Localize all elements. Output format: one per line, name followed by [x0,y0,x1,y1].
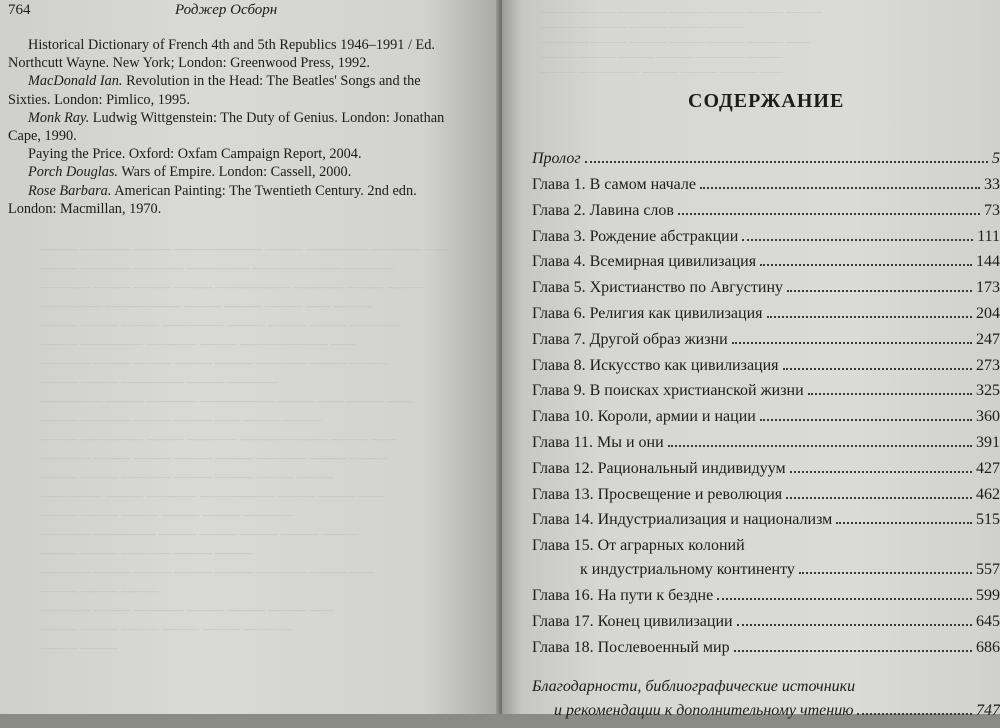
toc-title: СОДЕРЖАНИЕ [688,90,845,112]
bibliography-entry: MacDonald Ian. Revolution in the Head: The Beatles' Songs and the Sixties. London: Pimlico, 1995. [8,73,421,108]
bibliography-list [8,36,456,218]
toc-entry[interactable]: Глава 6. Религия как цивилизация 204 [532,304,1000,322]
toc-entry[interactable]: Глава 5. Христианство по Августину 173 [532,279,1000,297]
table-of-contents [532,150,1000,728]
toc-entry[interactable]: Глава 12. Рациональный индивидуум 427 [532,459,1000,477]
left-page [0,0,500,714]
toc-entry[interactable]: Глава 9. В поисках христианской жизни 325 [532,382,1000,400]
bleed-through-texture: ——— ——— ———— ——— ——— ——— ——— ——— ———— ——— ——— ——— ———— ——— ——— ——— ——— ——— —— ——— ——— ——— ——— ———— ——— ——— ————— ——— ——— ——— —— [540,4,822,78]
toc-entry[interactable]: Глава 16. На пути к бездне 599 [532,586,1000,604]
toc-entry-line1: Благодарности, библиографические источники [532,678,856,696]
toc-page-number: 747 [976,702,1000,720]
toc-entry[interactable]: Пролог 5 [532,150,1000,168]
toc-entry[interactable]: Глава 1. В самом начале 33 [532,175,1000,193]
toc-entry[interactable]: Глава 18. Послевоенный мир 686 [532,638,1000,656]
bibliography-entry: Historical Dictionary of French 4th and 5th Republics 1946–1991 / Ed. Northcutt Wayne. New York; London: Greenwood Press, 1992. [8,37,435,72]
toc-entry-line2: и рекомендации к дополнительному чтению [554,702,854,720]
toc-page-number: 557 [976,561,1000,579]
toc-entry-back-matter[interactable] [532,678,1000,728]
toc-entry[interactable]: Глава 14. Индустриализация и национализм 515 [532,511,1000,529]
toc-entry[interactable]: Глава 8. Искусство как цивилизация 273 [532,356,1000,374]
page-number: 764 [8,2,31,18]
toc-entry[interactable]: Глава 7. Другой образ жизни 247 [532,330,1000,348]
bibliography-entry: Paying the Price. Oxford: Oxfam Campaign Report, 2004. [28,146,362,163]
toc-entry[interactable]: Глава 2. Лавина слов 73 [532,201,1000,219]
toc-entry-two-line[interactable] [532,537,1000,587]
toc-entry-line2: к индустриальному континенту [580,561,795,579]
bleed-through-texture: ——— ———— ——— ——————— ——— ————— ———— —— ——— ———— ———— ————— ——————— ———— ———— ——— ——— ——— —————— ———— ——— ——— ————— —————— ——— ——— ——— —— ——— ——— ——— ——— ————— ——— ——— ——— ———— ——— ————— ———— ——— ——————— —— ———— ——— ——— ——— ——— ———— ——— ——— ——— ——— ————— ——— ———— ————— ——— ———— —————— ——— —— ——— —— ——— ———— ——— ——— —— ——— ——— ——— ————— ——— ———— ——————— ——— —— ———— ——— ——— ——— ——— ———— ——— ——— ——— ——— ———— ——— ——— ——— ——— ————— ——— ———— —————— ——— ——— —— ——— ——— ——— ——— ——— ———— ———— ————— ——— ——— ——— ——— ——— ——— ——— ———— ——— ——— ———— ——— ——— ——— ——— ———— ——— —— ——— ——— ——— ———— ——— ———— ——— ——— ——— —— ——— ——— ——— ——— ——— ———— ——— ——— [40,242,450,655]
bibliography-entry: Monk Ray. Ludwig Wittgenstein: The Duty of Genius. London: Jonathan Cape, 1990. [8,109,445,145]
toc-entry-line1: Глава 15. От аграрных колоний [532,536,745,554]
bibliography-entry: Porch Douglas. Wars of Empire. London: Cassell, 2000. [28,164,352,181]
toc-entry[interactable]: Глава 17. Конец цивилизации 645 [532,612,1000,630]
toc-entry[interactable]: Глава 4. Всемирная цивилизация 144 [532,253,1000,271]
toc-entry[interactable]: Глава 3. Рождение абстракции 111 [532,227,1000,245]
toc-entry[interactable]: Глава 10. Короли, армии и нации 360 [532,408,1000,426]
toc-entry[interactable]: Глава 11. Мы и они 391 [532,433,1000,451]
bibliography-entry: Rose Barbara. American Painting: The Twentieth Century. 2nd edn. London: Macmillan, 1970. [8,182,417,217]
running-head: Роджер Осборн [175,2,278,18]
toc-entry[interactable]: Глава 13. Просвещение и революция 462 [532,485,1000,503]
